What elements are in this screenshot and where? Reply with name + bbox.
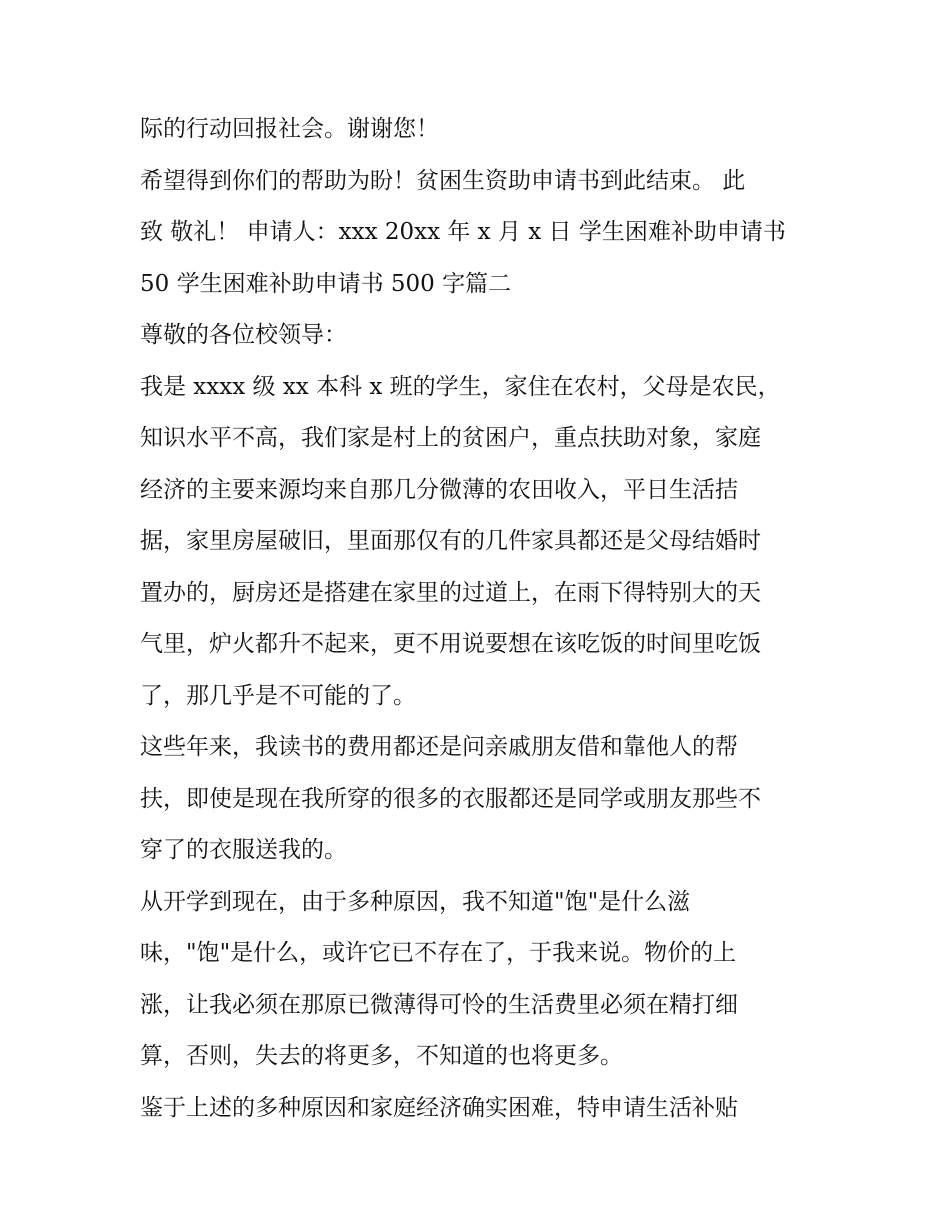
text-line-9: 据，家里房屋破旧，里面那仅有的几件家具都还是父母结婚时 bbox=[140, 528, 761, 554]
text-line-15: 穿了的衣服送我的。 bbox=[140, 837, 347, 863]
text-line-18: 涨，让我必须在那原已微薄得可怜的生活费里必须在精打细 bbox=[140, 991, 738, 1018]
text-line-7: 知识水平不高，我们家是村上的贫困户，重点扶助对象，家庭 bbox=[140, 425, 761, 451]
text-line-8: 经济的主要来源均来自那几分微薄的农田收入，平日生活拮 bbox=[140, 476, 738, 503]
text-line-14: 扶，即使是现在我所穿的很多的衣服都还是同学或朋友那些不 bbox=[140, 785, 761, 812]
text-line-17: 味，"饱"是什么，或许它已不存在了，于我来说。物价的上 bbox=[140, 940, 737, 966]
text-line-2: 希望得到你们的帮助为盼！贫困生资助申请书到此结束。 此 bbox=[140, 167, 746, 194]
text-line-12: 了，那几乎是不可能的了。 bbox=[140, 682, 416, 709]
text-line-4: 50 学生困难补助申请书 500 字篇二 bbox=[140, 270, 512, 297]
text-line-6: 我是 xxxx 级 xx 本科 x 班的学生，家住在农村，父母是农民， bbox=[140, 373, 781, 400]
text-line-11: 气里，炉火都升不起来，更不用说要想在该吃饭的时间里吃饭 bbox=[140, 631, 761, 657]
text-line-3: 致 敬礼！ 申请人：xxx 20xx 年 x 月 x 日 学生困难补助申请书 bbox=[140, 219, 786, 245]
text-line-16: 从开学到现在，由于多种原因，我不知道"饱"是什么滋 bbox=[140, 888, 691, 915]
document-body bbox=[140, 104, 820, 1134]
text-line-20: 鉴于上述的多种原因和家庭经济确实困难，特申请生活补贴 bbox=[140, 1094, 738, 1121]
text-line-5: 尊敬的各位校领导： bbox=[140, 322, 347, 348]
text-line-10: 置办的，厨房还是搭建在家里的过道上，在雨下得特别大的天 bbox=[140, 579, 761, 606]
text-line-13: 这些年来，我读书的费用都还是问亲戚朋友借和靠他人的帮 bbox=[140, 734, 738, 760]
text-line-1: 际的行动回报社会。谢谢您！ bbox=[140, 116, 439, 142]
text-line-19: 算，否则，失去的将更多，不知道的也将更多。 bbox=[140, 1043, 623, 1069]
